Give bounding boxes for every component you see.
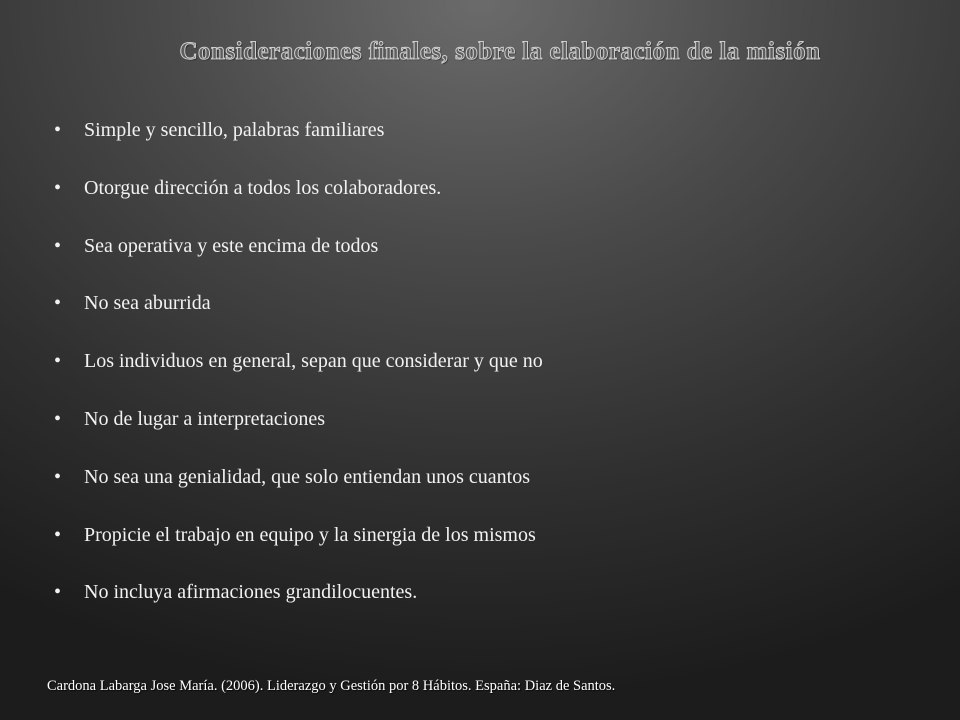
bullet-text: Otorgue dirección a todos los colaboradores. xyxy=(84,176,442,199)
bullet-text: No incluya afirmaciones grandilocuentes. xyxy=(84,581,418,604)
bullet-marker: • xyxy=(54,465,62,488)
bullet-item xyxy=(50,285,910,343)
bullet-item xyxy=(50,170,910,228)
bullet-text: No sea una genialidad, que solo entiendan unos cuantos xyxy=(84,465,530,488)
bullet-marker: • xyxy=(54,407,62,430)
bullet-marker: • xyxy=(54,581,62,604)
bullet-item xyxy=(50,517,910,575)
bullet-text: Simple y sencillo, palabras familiares xyxy=(84,119,385,141)
bullet-text: Sea operativa y este encima de todos xyxy=(84,234,379,257)
bullet-marker: • xyxy=(54,119,62,141)
bullet-marker: • xyxy=(54,176,62,199)
bullet-text: No de lugar a interpretaciones xyxy=(84,407,326,430)
slide-title: Consideraciones finales, sobre la elaboración de la misión xyxy=(179,38,821,65)
bullet-text: Los individuos en general, sepan que considerar y que no xyxy=(84,350,543,373)
bullet-item xyxy=(50,459,910,517)
citation-reference: Cardona Labarga Jose María. (2006). Liderazgo y Gestión por 8 Hábitos. España: Diaz de Santos. xyxy=(47,678,616,694)
bullet-item xyxy=(50,574,910,632)
bullet-marker: • xyxy=(54,234,62,257)
bullet-item xyxy=(50,228,910,286)
bullet-marker: • xyxy=(54,292,62,315)
bullet-marker: • xyxy=(54,523,62,546)
bullet-item xyxy=(50,343,910,401)
bullet-text: Propicie el trabajo en equipo y la sinergia de los mismos xyxy=(84,523,536,546)
bullet-list xyxy=(50,112,910,632)
bullet-item xyxy=(50,401,910,459)
bullet-item xyxy=(50,112,910,170)
bullet-marker: • xyxy=(54,350,62,373)
bullet-text: No sea aburrida xyxy=(84,292,211,315)
